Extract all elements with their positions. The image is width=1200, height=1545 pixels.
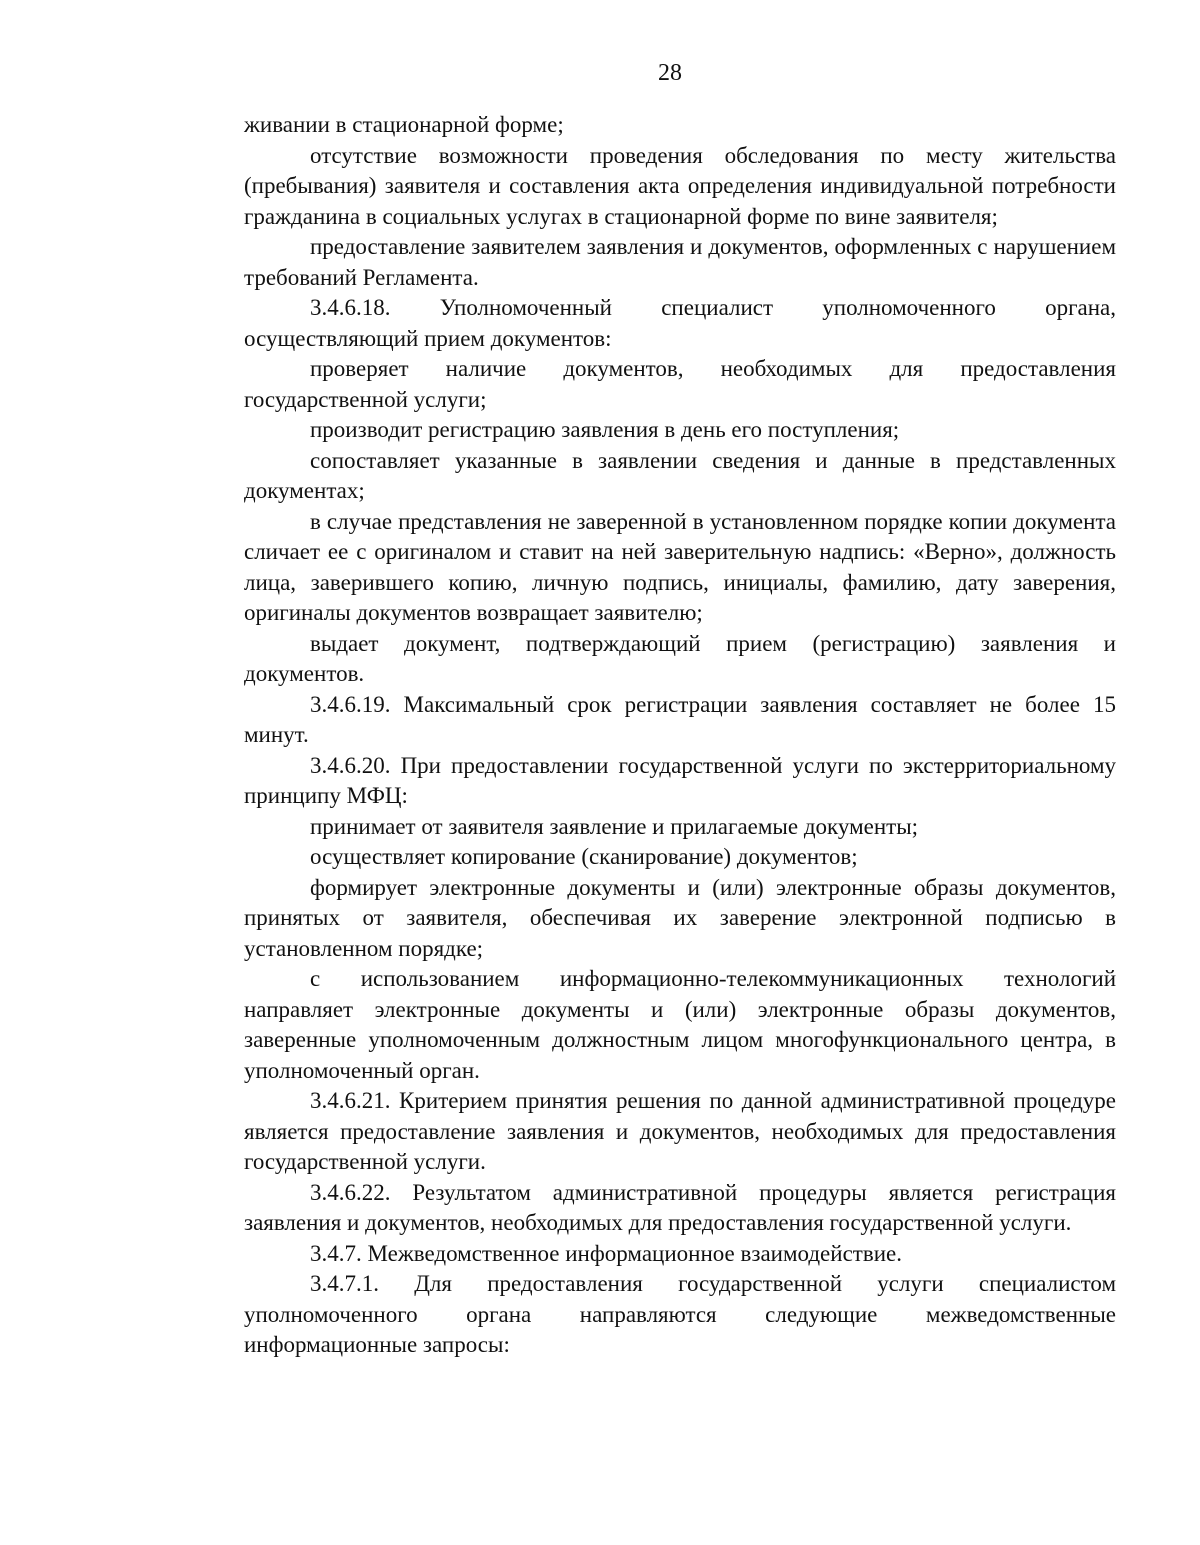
paragraph-clause-3-4-6-18: 3.4.6.18. Уполномоченный специалист уполномоченного органа, осуществляющий прием документов: [244, 295, 1116, 351]
paragraph-clause-3-4-6-19: 3.4.6.19. Максимальный срок регистрации заявления составляет не более 15 минут. [244, 691, 1116, 747]
paragraph-clause-3-4-7: 3.4.7. Межведомственное информационное взаимодействие. [310, 1240, 902, 1266]
paragraph-continuation: живании в стационарной форме; [244, 112, 564, 137]
paragraph: с использованием информационно-телекоммуникационных технологий направляет электронные документы и (или) электронные образы документов, заверенные уполномоченным должностным лицом многофункционального центра, в уполномоченный орган. [244, 966, 1116, 1083]
paragraph-clause-3-4-6-21: 3.4.6.21. Критерием принятия решения по данной административной процедуре является предоставление заявления и документов, необходимых для предоставления государственной услуги. [244, 1088, 1116, 1174]
paragraph: выдает документ, подтверждающий прием (регистрацию) заявления и документов. [244, 630, 1116, 686]
paragraph: осуществляет копирование (сканирование) документов; [310, 844, 858, 869]
page-number: 28 [658, 60, 682, 86]
paragraph: сопоставляет указанные в заявлении сведения и данные в представленных документах; [244, 447, 1116, 503]
paragraph-clause-3-4-7-1: 3.4.7.1. Для предоставления государственной услуги специалистом уполномоченного органа направляются следующие межведомственные информационные запросы: [244, 1271, 1116, 1357]
paragraph: принимает от заявителя заявление и прилагаемые документы; [310, 813, 919, 839]
paragraph: проверяет наличие документов, необходимых для предоставления государственной услуги; [244, 356, 1116, 412]
paragraph: формирует электронные документы и (или) электронные образы документов, принятых от заявителя, обеспечивая их заверение электронной подписью в установленном порядке; [244, 874, 1116, 961]
paragraph: производит регистрацию заявления в день его поступления; [310, 417, 900, 442]
document-body [244, 110, 1116, 1361]
paragraph-clause-3-4-6-20: 3.4.6.20. При предоставлении государственной услуги по экстерриториальному принципу МФЦ: [244, 752, 1116, 808]
paragraph: отсутствие возможности проведения обследования по месту жительства (пребывания) заявителя и составления акта определения индивидуальной потребности гражданина в социальных услугах в стационарной форме по вине заявителя; [244, 142, 1116, 229]
paragraph-clause-3-4-6-22: 3.4.6.22. Результатом административной процедуры является регистрация заявления и документов, необходимых для предоставления государственной услуги. [244, 1179, 1116, 1235]
paragraph: в случае представления не заверенной в установленном порядке копии документа сличает ее с оригиналом и ставит на ней заверительную надпись: «Верно», должность лица, заверившего копию, личную подпись, инициалы, фамилию, дату заверения, оригиналы документов возвращает заявителю; [244, 508, 1116, 625]
paragraph: предоставление заявителем заявления и документов, оформленных с нарушением требований Регламента. [244, 234, 1116, 290]
